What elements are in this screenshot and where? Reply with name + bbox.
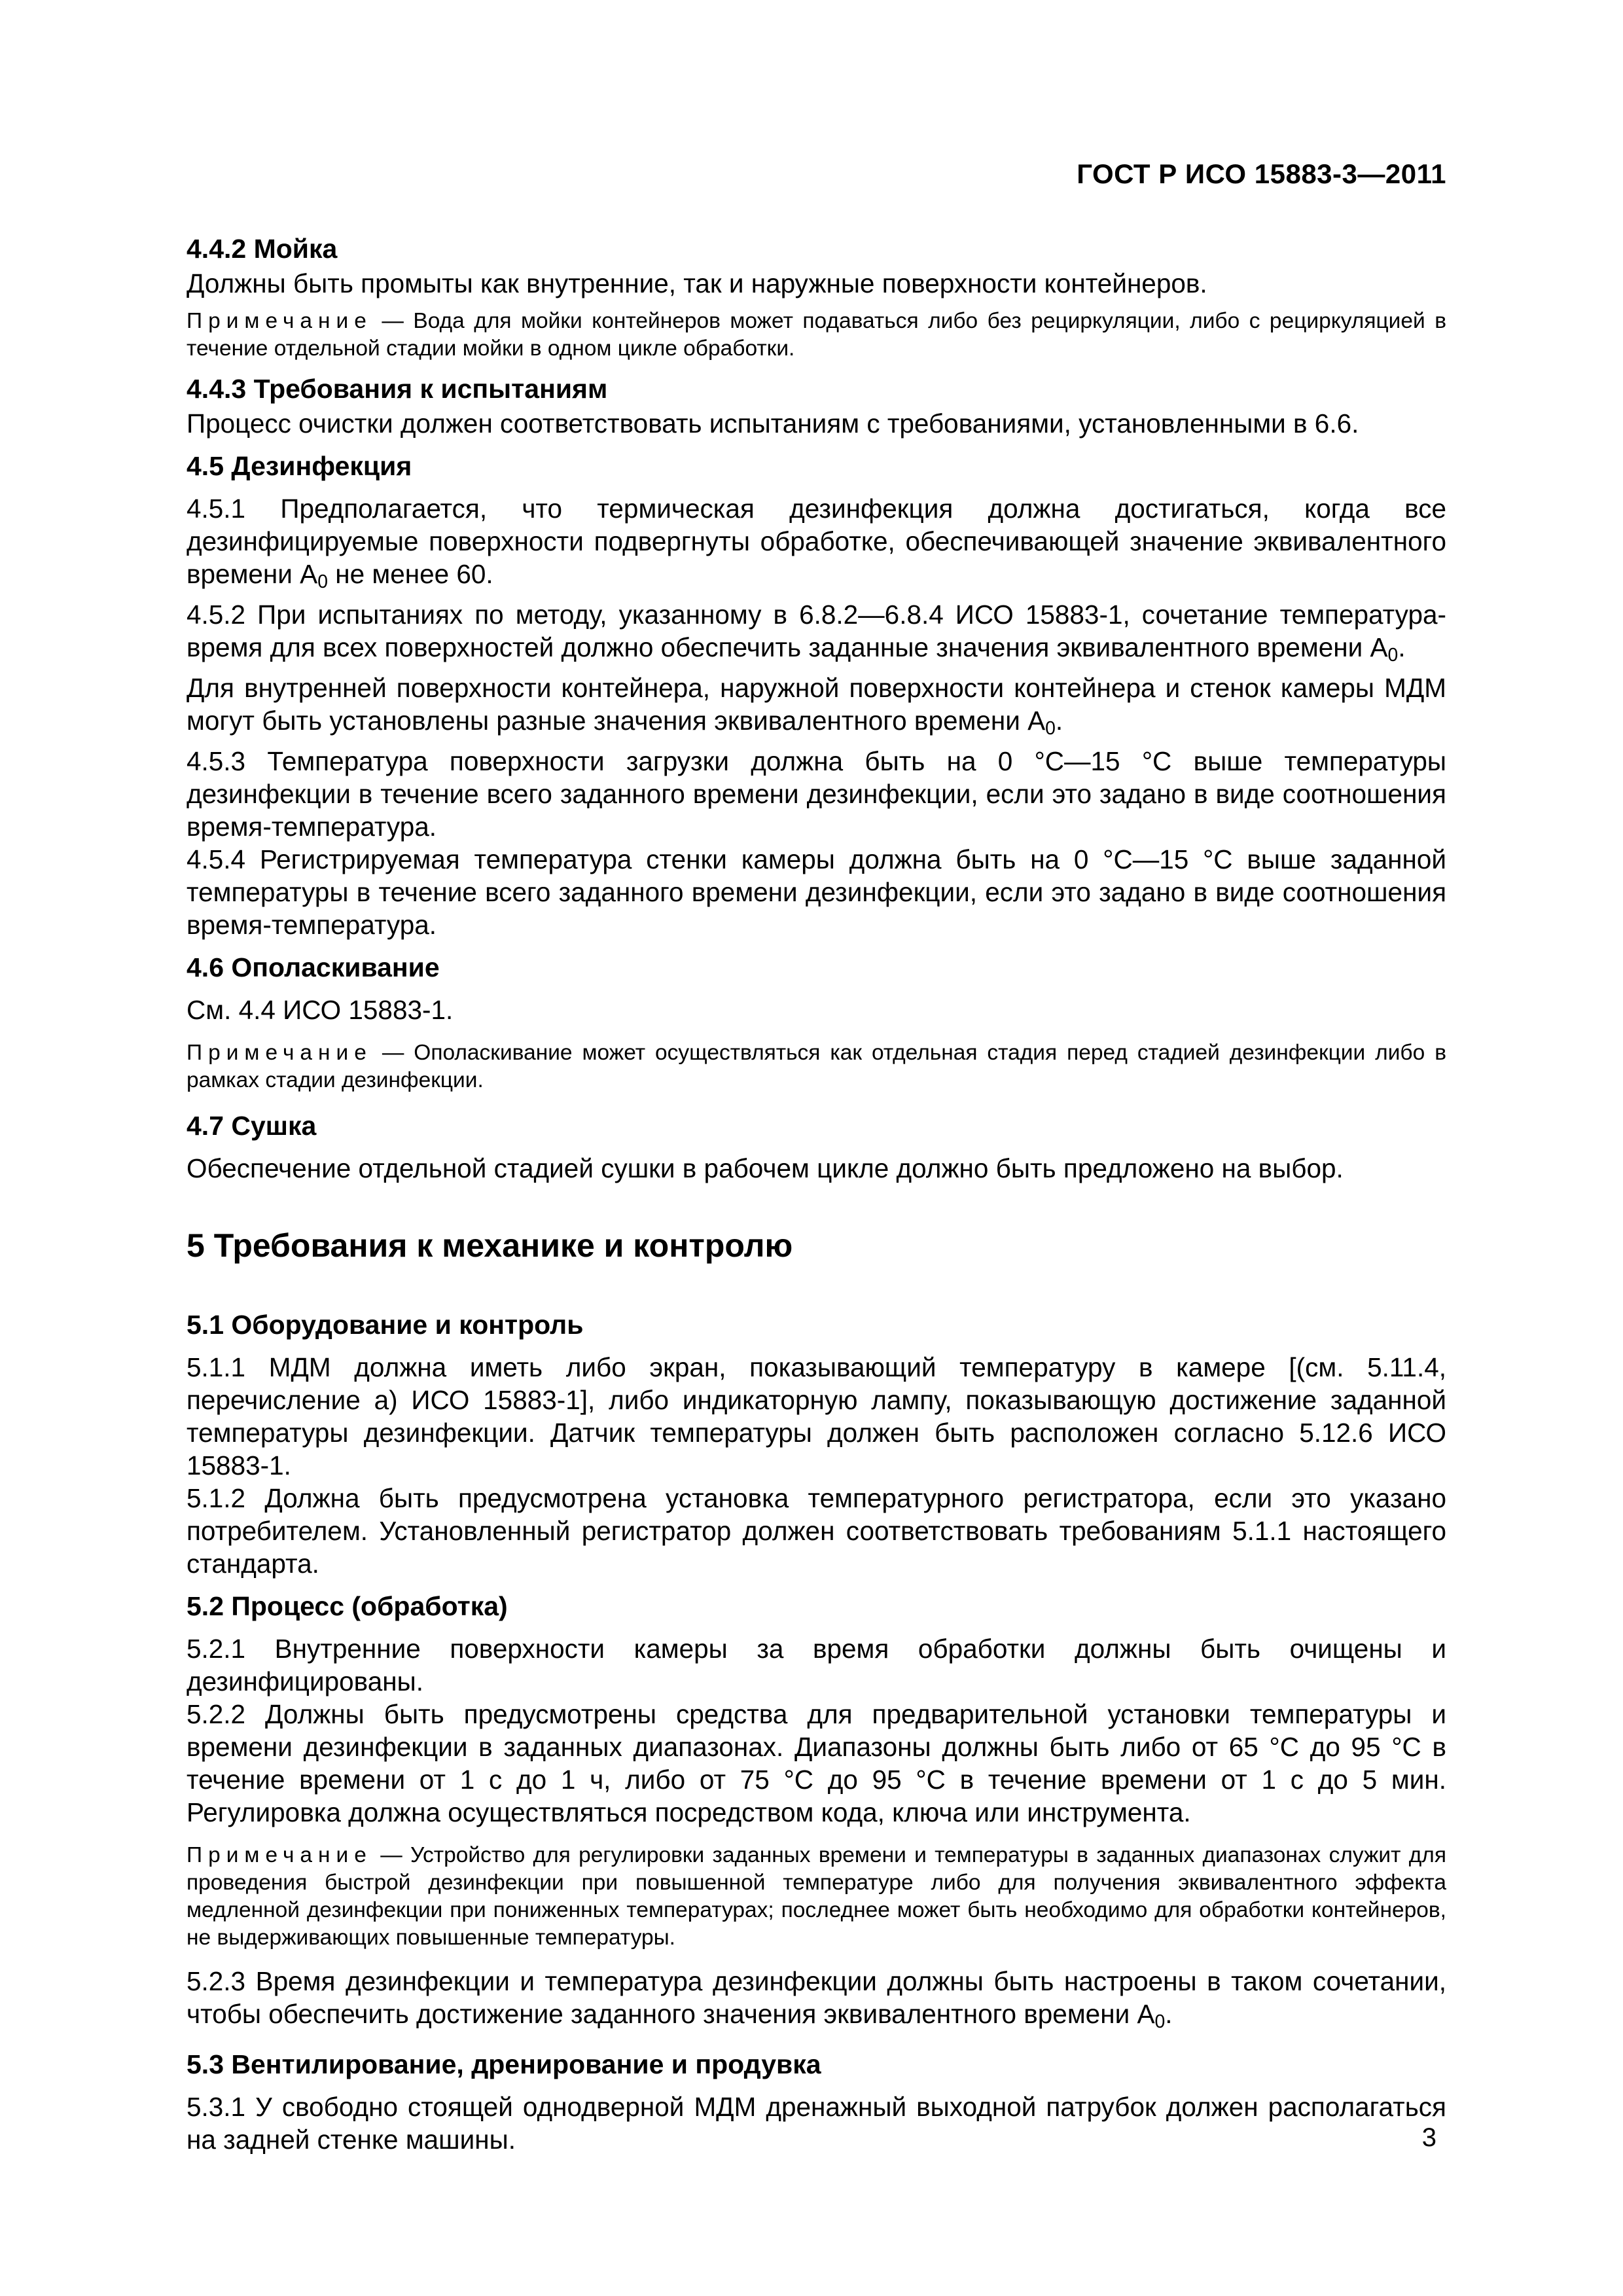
note-label: Примечание	[187, 309, 372, 333]
paragraph-5-2-3: 5.2.3 Время дезинфекции и температура дезинфекции должны быть настроены в таком сочетании, чтобы обеспечить достижение заданного значения эквивалентного времени $A_0$.	[187, 1966, 1446, 2033]
section-heading-4-6: 4.6 Ополаскивание	[187, 952, 440, 983]
section-heading-4-7: 4.7 Сушка	[187, 1111, 317, 1141]
paragraph-5-3-1: 5.3.1 У свободно стоящей однодверной МДМ дренажный выходной патрубок должен располагаться на задней стенке машины.	[187, 2092, 1446, 2155]
chapter-heading-5: 5 Требования к механике и контролю	[187, 1227, 793, 1265]
section-heading-4-4-2: 4.4.2 Мойка	[187, 234, 338, 264]
paragraph-4-4-3: Процесс очистки должен соответствовать испытаниям с требованиями, установленными в 6.6.	[187, 408, 1359, 439]
section-heading-5-1: 5.1 Оборудование и контроль	[187, 1310, 584, 1340]
paragraph-5-2-2: 5.2.2 Должны быть предусмотрены средства для предварительной установки температуры и времени дезинфекции в заданных диапазонах. Диапазоны должны быть либо от 65 °С до 95 °С в течение времени от 1 с до 1 ч, либо от 75 °С до 95 °С в течение времени от 1 с до 5 мин. Регулировка должна осуществляться посредством кода, ключа или инструмента.	[187, 1699, 1446, 1828]
section-heading-5-2: 5.2 Процесс (обработка)	[187, 1591, 508, 1622]
note-label: Примечание	[187, 1843, 372, 1868]
note-text: — Ополаскивание может осуществляться как отдельная стадия перед стадией дезинфекции либо в рамках стадии дезинфекции.	[187, 1041, 1446, 1093]
paragraph-4-7: Обеспечение отдельной стадией сушки в рабочем цикле должно быть предложено на выбор.	[187, 1153, 1344, 1184]
section-heading-5-3: 5.3 Вентилирование, дренирование и продувка	[187, 2049, 821, 2080]
section-heading-4-4-3: 4.4.3 Требования к испытаниям	[187, 374, 608, 404]
page-content	[187, 230, 1446, 2156]
page-number: 3	[1421, 2123, 1436, 2152]
note-4-4-2	[187, 308, 1446, 363]
paragraph-5-2-1: 5.2.1 Внутренние поверхности камеры за время обработки должны быть очищены и дезинфицированы.	[187, 1634, 1446, 1697]
note-text: — Устройство для регулировки заданных времени и температуры в заданных диапазонах служит для проведения быстрой дезинфекции при повышенной температуре либо для получения эквивалентного эффекта медленной дезинфекции при пониженных температурах; последнее может быть необходимо для обработки контейнеров, не выдерживающих повышенные температуры.	[187, 1843, 1446, 1950]
note-4-6	[187, 1039, 1446, 1094]
note-text: — Вода для мойки контейнеров может подаваться либо без рециркуляции, либо с рециркуляцией в течение отдельной стадии мойки в одном цикле обработки.	[187, 309, 1446, 361]
paragraph-4-6: См. 4.4 ИСО 15883-1.	[187, 995, 454, 1026]
note-label: Примечание	[187, 1041, 372, 1066]
paragraph-4-5-4: 4.5.4 Регистрируемая температура стенки камеры должна быть на 0 °С—15 °С выше заданной температуры в течение всего заданного времени дезинфекции, если это задано в виде соотношения время-температура.	[187, 844, 1446, 941]
paragraph-4-4-2: Должны быть промыты как внутренние, так и наружные поверхности контейнеров.	[187, 268, 1207, 298]
note-5-2-2	[187, 1842, 1446, 1952]
paragraph-4-5-2: 4.5.2 При испытаниях по методу, указанному в 6.8.2—6.8.4 ИСО 15883-1, сочетание температура-время для всех поверхностей должно обеспечить заданные значения эквивалентного времени $A_0$.	[187, 600, 1446, 666]
paragraph-4-5-3: 4.5.3 Температура поверхности загрузки должна быть на 0 °С—15 °С выше температуры дезинфекции в течение всего заданного времени дезинфекции, если это задано в виде соотношения время-температура.	[187, 746, 1446, 842]
section-heading-4-5: 4.5 Дезинфекция	[187, 451, 412, 481]
paragraph-5-1-2: 5.1.2 Должна быть предусмотрена установка температурного регистратора, если это указано потребителем. Установленный регистратор должен соответствовать требованиям 5.1.1 настоящего стандарта.	[187, 1483, 1446, 1579]
paragraph-4-5-1: 4.5.1 Предполагается, что термическая дезинфекция должна достигаться, когда все дезинфицируемые поверхности подвергнуты обработке, обеспечивающей значение эквивалентного времени $A_0$ не менее 60.	[187, 493, 1446, 593]
document-standard-id: ГОСТ Р ИСО 15883-3—2011	[1077, 158, 1446, 189]
paragraph-4-5-2-b: Для внутренней поверхности контейнера, наружной поверхности контейнера и стенок камеры МДМ могут быть установлены разные значения эквивалентного времени $A_0$.	[187, 673, 1446, 740]
paragraph-5-1-1: 5.1.1 МДМ должна иметь либо экран, показывающий температуру в камере [(см. 5.11.4, перечисление а) ИСО 15883-1], либо индикаторную лампу, показывающую достижение заданной температуры дезинфекции. Датчик температуры должен быть расположен согласно 5.12.6 ИСО 15883-1.	[187, 1352, 1446, 1481]
